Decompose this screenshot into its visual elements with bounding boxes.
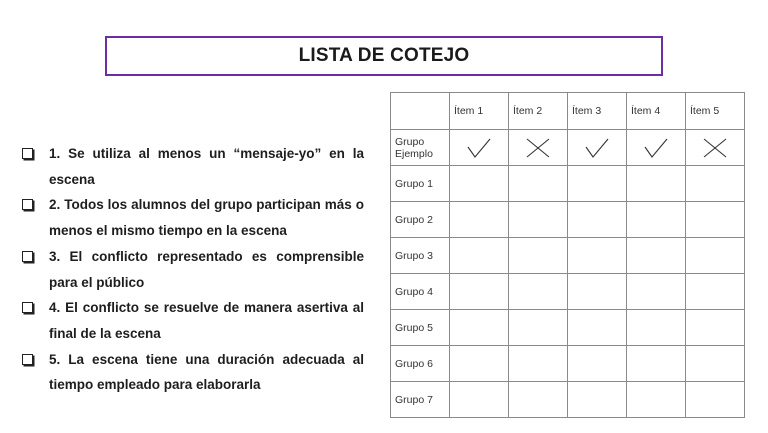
cross-icon [525,137,551,159]
criteria-item [22,192,364,243]
criteria-text: 5. La escena tiene una duración adecuada al tiempo empleado para elaborarla [49,351,364,393]
table-row [391,310,745,346]
table-cell [686,274,745,310]
criteria-item [22,347,364,398]
title-box [105,36,663,76]
header-cell: Ítem 5 [686,93,745,130]
table-row [391,130,745,166]
row-label: Grupo 3 [391,238,450,274]
check-icon [643,136,669,160]
header-cell: Ítem 4 [627,93,686,130]
table-cell [568,274,627,310]
row-label: Grupo 1 [391,166,450,202]
check-icon [466,136,492,160]
table-cell [686,202,745,238]
row-label: Grupo Ejemplo [391,130,450,166]
table-cell [627,202,686,238]
criteria-item [22,141,364,192]
table-cell [509,310,568,346]
table-cell [568,166,627,202]
table-cell [450,166,509,202]
table-cell [686,166,745,202]
header-cell: Ítem 2 [509,93,568,130]
table-cell [450,382,509,418]
table-row [391,274,745,310]
row-label: Grupo 6 [391,346,450,382]
table-cell [686,382,745,418]
criteria-list [22,141,364,398]
table-cell [450,202,509,238]
checklist-table [390,92,745,418]
example-mark-cell [627,130,686,166]
example-mark-cell [450,130,509,166]
example-mark-cell [568,130,627,166]
table-cell [568,310,627,346]
checkbox-bullet-icon [22,148,33,159]
table-cell [509,346,568,382]
criteria-item [22,295,364,346]
criteria-item [22,244,364,295]
table-cell [509,274,568,310]
example-mark-cell [686,130,745,166]
checkbox-bullet-icon [22,302,33,313]
header-cell: Ítem 3 [568,93,627,130]
table-cell [450,238,509,274]
checkbox-bullet-icon [22,199,33,210]
table-row [391,202,745,238]
header-cell: Ítem 1 [450,93,509,130]
table-cell [627,310,686,346]
cross-icon [702,137,728,159]
table-header-row [391,93,745,130]
checkbox-bullet-icon [22,354,33,365]
table-cell [568,238,627,274]
criteria-text: 3. El conflicto representado es comprensible para el público [49,248,364,290]
table-cell [627,382,686,418]
table-row [391,382,745,418]
criteria-text: 2. Todos los alumnos del grupo participan más o menos el mismo tiempo en la escena [49,197,364,239]
row-label: Grupo 7 [391,382,450,418]
criteria-text: 4. El conflicto se resuelve de manera asertiva al final de la escena [49,300,364,341]
check-icon [584,136,610,160]
example-mark-cell [509,130,568,166]
table-cell [450,346,509,382]
header-cell [391,93,450,130]
table-cell [509,166,568,202]
table-cell [627,274,686,310]
table-cell [509,382,568,418]
table-cell [509,202,568,238]
table-cell [627,238,686,274]
table-row [391,346,745,382]
table-cell [686,238,745,274]
table-cell [686,310,745,346]
table-cell [450,310,509,346]
row-label: Grupo 2 [391,202,450,238]
table-cell [568,382,627,418]
table-cell [627,166,686,202]
table-cell [568,202,627,238]
table-cell [568,346,627,382]
table-cell [686,346,745,382]
row-label: Grupo 4 [391,274,450,310]
table-row [391,238,745,274]
checkbox-bullet-icon [22,251,33,262]
table-row [391,166,745,202]
row-label: Grupo 5 [391,310,450,346]
table-cell [450,274,509,310]
criteria-text: 1. Se utiliza al menos un “mensaje-yo” en la escena [49,146,364,187]
page-title: LISTA DE COTEJO [298,45,470,66]
table-cell [509,238,568,274]
table-cell [627,346,686,382]
